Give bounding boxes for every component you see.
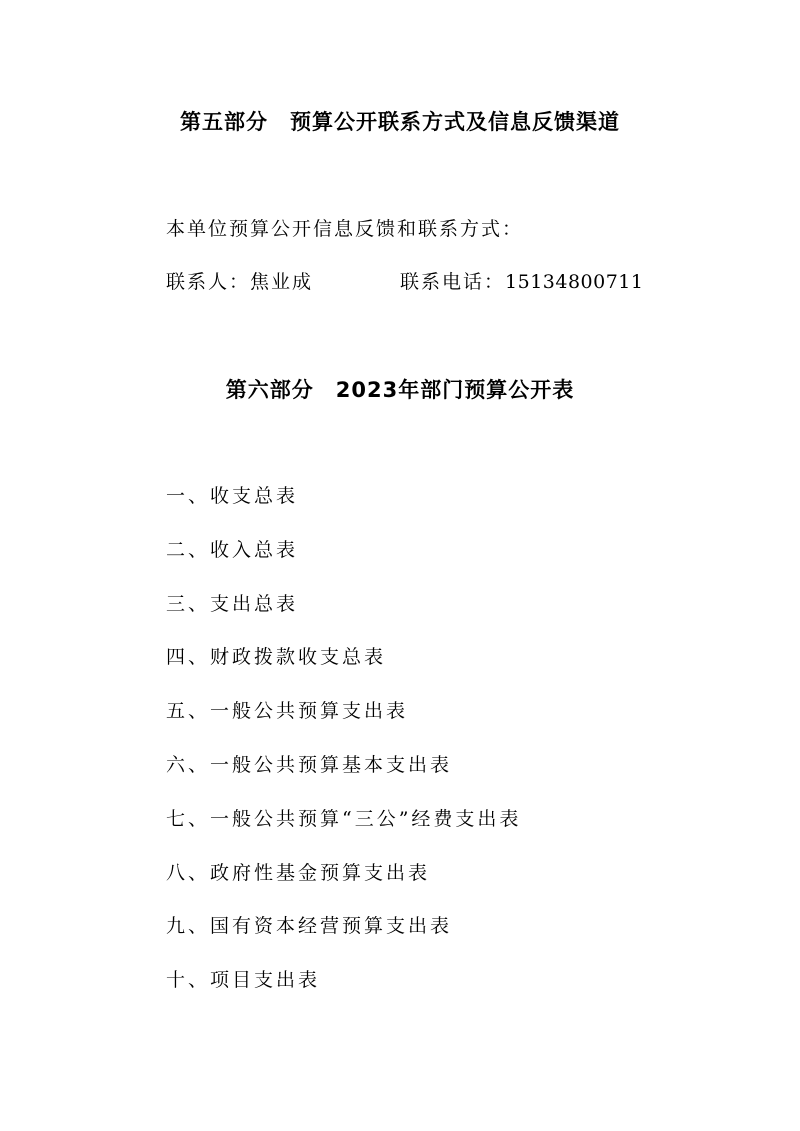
- budget-table-list: [166, 482, 521, 1020]
- section6-heading: 第六部分 2023年部门预算公开表: [225, 378, 575, 402]
- list-item: 三、支出总表: [166, 592, 299, 615]
- list-item: 九、国有资本经营预算支出表: [166, 915, 453, 938]
- list-item: 七、一般公共预算“三公”经费支出表: [166, 807, 522, 830]
- contact-person-label: 联系人：: [166, 271, 251, 293]
- contact-person-name: 焦业成: [250, 271, 314, 293]
- list-item: 四、财政拨款收支总表: [166, 646, 387, 669]
- list-item: 二、收入总表: [166, 538, 299, 561]
- list-item: 八、政府性基金预算支出表: [166, 861, 431, 884]
- list-item: 六、一般公共预算基本支出表: [166, 753, 453, 776]
- contact-person: [166, 267, 313, 294]
- feedback-intro: 本单位预算公开信息反馈和联系方式：: [166, 218, 524, 240]
- contact-info: [166, 267, 646, 295]
- list-item: 五、一般公共预算支出表: [166, 700, 409, 723]
- section5-heading: 第五部分 预算公开联系方式及信息反馈渠道: [180, 110, 620, 134]
- list-item: 十、项目支出表: [166, 969, 321, 992]
- contact-phone: [400, 267, 644, 294]
- list-item: 一、收支总表: [166, 485, 299, 507]
- contact-phone-label: 联系电话：: [400, 271, 506, 293]
- contact-phone-number: 15134800711: [505, 271, 644, 293]
